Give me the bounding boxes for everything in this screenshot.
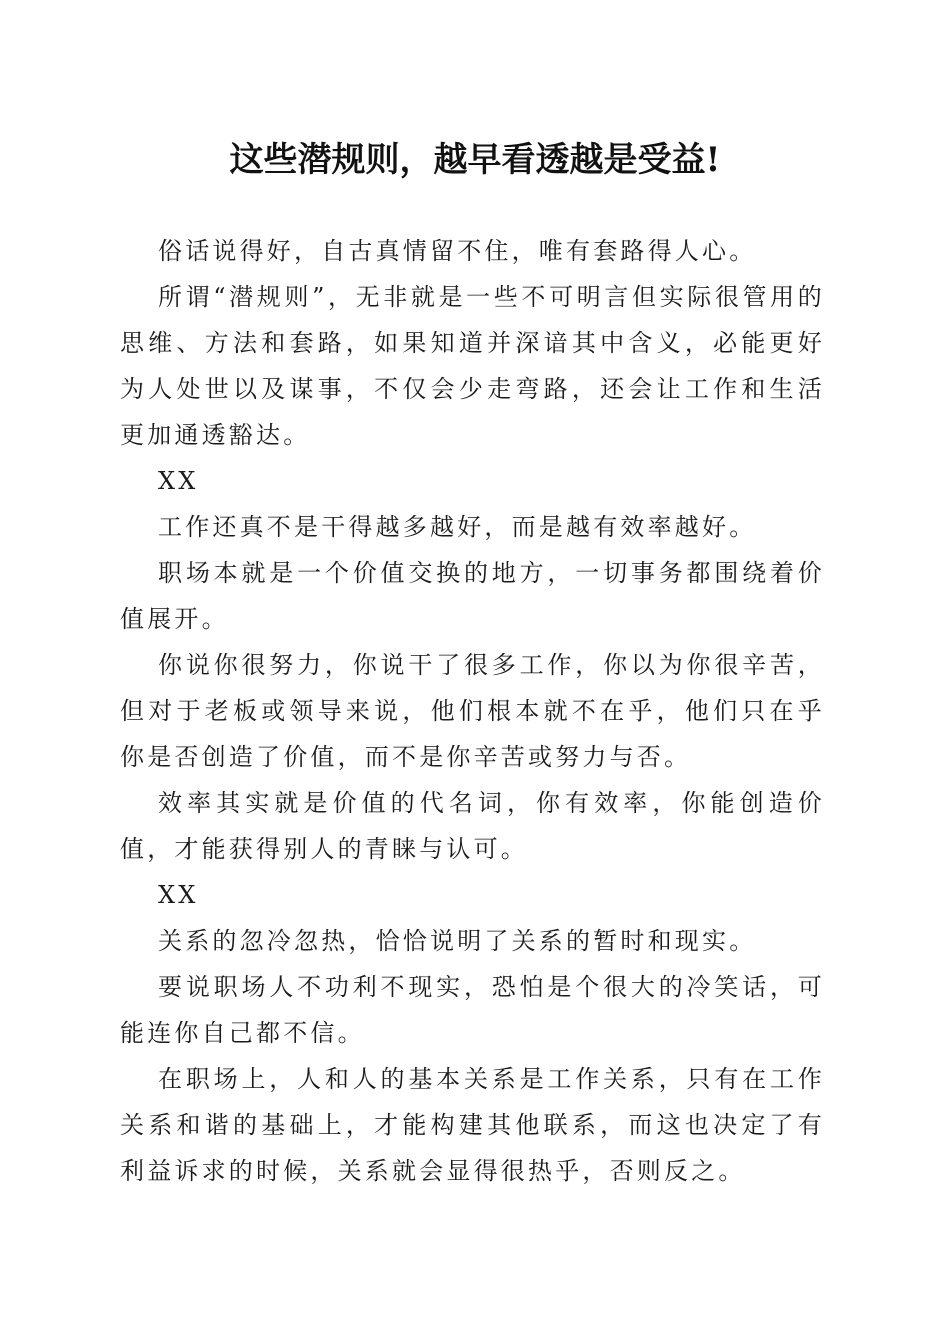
section-marker: XX xyxy=(158,467,199,495)
paragraph: 你说你很努力，你说干了很多工作，你以为你很辛苦，但对于老板或领导来说，他们根本就不在乎，他们只在乎你是否创造了价值，而不是你辛苦或努力与否。 xyxy=(120,651,825,771)
document-body xyxy=(120,228,825,1194)
paragraph: 俗话说得好，自古真情留不住，唯有套路得人心。 xyxy=(158,237,757,265)
paragraph: 职场本就是一个价值交换的地方，一切事务都围绕着价值展开。 xyxy=(120,559,825,633)
paragraph: 要说职场人不功利不现实，恐怕是个很大的冷笑话，可能连你自己都不信。 xyxy=(120,973,825,1047)
paragraph: 关系的忽冷忽热，恰恰说明了关系的暂时和现实。 xyxy=(158,927,757,955)
paragraph: 工作还真不是干得越多越好，而是越有效率越好。 xyxy=(158,513,757,541)
paragraph: 在职场上，人和人的基本关系是工作关系，只有在工作关系和谐的基础上，才能构建其他联系，而这也决定了有利益诉求的时候，关系就会显得很热乎，否则反之。 xyxy=(120,1065,825,1185)
document-title: 这些潜规则，越早看透越是受益! xyxy=(229,140,721,180)
section-marker: XX xyxy=(158,881,199,909)
paragraph: 所谓“潜规则”，无非就是一些不可明言但实际很管用的思维、方法和套路，如果知道并深谙其中含义，必能更好为人处世以及谋事，不仅会少走弯路，还会让工作和生活更加通透豁达。 xyxy=(120,283,825,449)
paragraph: 效率其实就是价值的代名词，你有效率，你能创造价值，才能获得别人的青睐与认可。 xyxy=(120,789,825,863)
